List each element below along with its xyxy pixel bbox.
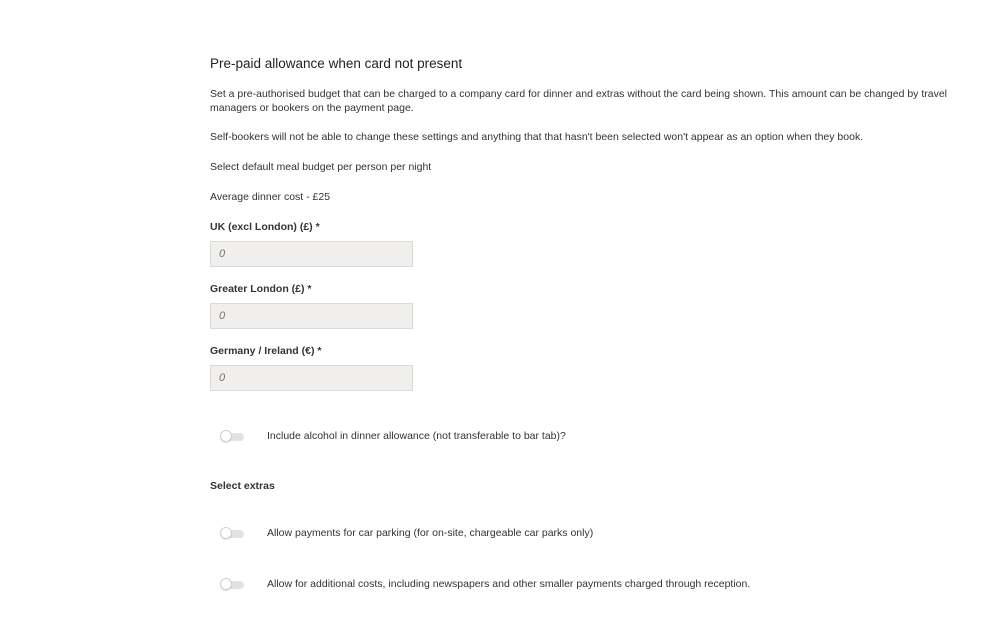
alcohol-toggle[interactable]: [220, 430, 244, 442]
meal-budget-prompt: Select default meal budget per person per night: [210, 161, 432, 173]
toggle-knob: [220, 578, 232, 590]
section-title: Pre-paid allowance when card not present: [210, 56, 463, 71]
car-parking-toggle-row: [220, 525, 593, 541]
self-booker-note: Self-bookers will not be able to change these settings and anything that that hasn't been selected won't appear as an option when they book.: [210, 131, 864, 143]
select-extras-title: Select extras: [210, 480, 275, 492]
london-budget-input[interactable]: [210, 303, 413, 329]
alcohol-toggle-label: Include alcohol in dinner allowance (not transferable to bar tab)?: [267, 429, 566, 442]
car-parking-toggle[interactable]: [220, 527, 244, 539]
london-budget-label: Greater London (£) *: [210, 283, 312, 295]
germany-ireland-budget-group: [210, 345, 413, 391]
uk-budget-label: UK (excl London) (£) *: [210, 221, 320, 233]
additional-costs-toggle-label: Allow for additional costs, including newspapers and other smaller payments charged through reception.: [267, 577, 751, 590]
uk-budget-group: [210, 221, 413, 267]
alcohol-toggle-row: [220, 428, 566, 444]
toggle-knob: [220, 430, 232, 442]
additional-costs-toggle[interactable]: [220, 578, 244, 590]
london-budget-group: [210, 283, 413, 329]
germany-ireland-budget-input[interactable]: [210, 365, 413, 391]
uk-budget-input[interactable]: [210, 241, 413, 267]
toggle-knob: [220, 527, 232, 539]
car-parking-toggle-label: Allow payments for car parking (for on-site, chargeable car parks only): [267, 526, 594, 539]
additional-costs-toggle-row: [220, 576, 750, 592]
average-dinner-cost: Average dinner cost - £25: [210, 191, 331, 203]
germany-ireland-budget-label: Germany / Ireland (€) *: [210, 345, 322, 357]
intro-text: Set a pre-authorised budget that can be charged to a company card for dinner and extras without the card being shown. This amount can be changed by travel managers or bookers on the payment page.: [210, 88, 948, 114]
